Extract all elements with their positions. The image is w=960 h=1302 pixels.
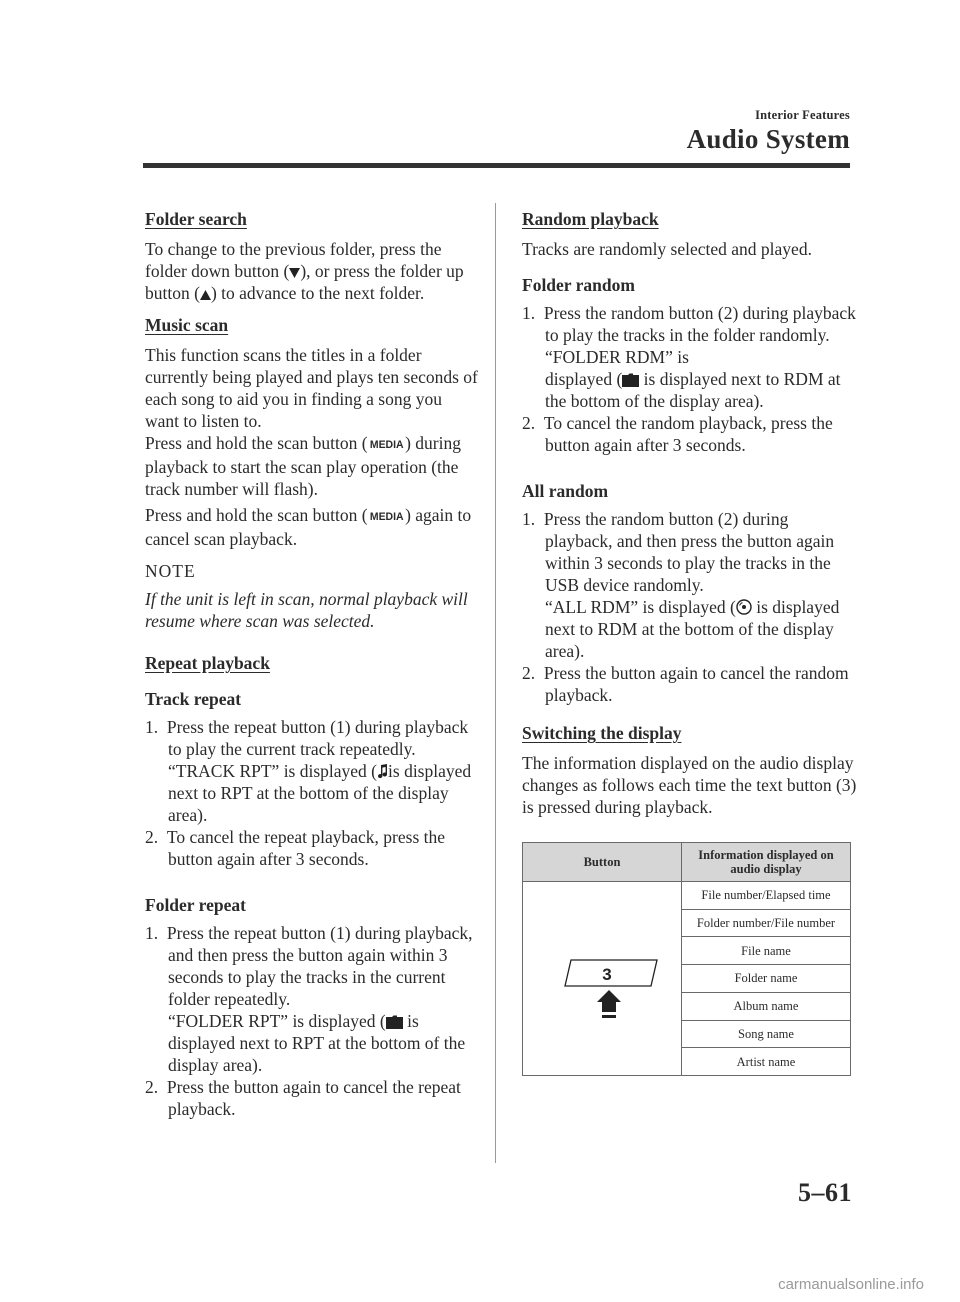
- table-cell: Artist name: [682, 1048, 851, 1076]
- track-repeat-heading: Track repeat: [145, 689, 242, 709]
- triangle-up-icon: [200, 289, 211, 301]
- display-info-table: [522, 842, 851, 1076]
- list-item: 1. Press the repeat button (1) during playback to play the current track repeatedly. “TRACK RPT” is displayed ( is displayed next to RPT at the bottom of the display area).: [145, 717, 472, 825]
- triangle-down-icon: [289, 267, 300, 279]
- table-cell: Folder name: [682, 965, 851, 993]
- list-item: 1. Press the random button (2) during playback, and then press the button again within 3 seconds to play the tracks in the USB device randomly. “ALL RDM” is displayed ( is displayed next to RDM at the bottom of the display area).: [522, 509, 840, 661]
- left-column: [145, 208, 480, 1128]
- all-random-heading: All random: [522, 481, 609, 501]
- switch-display-heading: Switching the display: [522, 723, 682, 743]
- music-note-icon: [377, 764, 388, 779]
- folder-random-heading: Folder random: [522, 275, 635, 295]
- table-cell: File number/Elapsed time: [682, 882, 851, 910]
- repeat-heading: Repeat playback: [145, 653, 270, 673]
- scan-stop-text: Press and hold the scan button ( MEDIA ) again to cancel scan playback.: [145, 505, 472, 549]
- list-item: 1. Press the repeat button (1) during playback, and then press the button again within 3 seconds to play the tracks in the current folder repeatedly. “FOLDER RPT” is displayed ( is displayed next to RPT at the bottom of the display area).: [145, 923, 473, 1075]
- folder-random-steps: [522, 302, 857, 456]
- switch-display-text: The information displayed on the audio display changes as follows each time the text button (3) is pressed during playback.: [522, 753, 857, 817]
- table-header-row: [523, 843, 851, 882]
- table-cell: File name: [682, 937, 851, 965]
- folder-search-heading: Folder search: [145, 209, 247, 229]
- folder-repeat-steps: [145, 922, 480, 1120]
- folder-icon: [622, 373, 639, 387]
- section-label: Interior Features: [755, 108, 850, 122]
- music-scan-heading: Music scan: [145, 315, 229, 335]
- table-cell: Folder number/File number: [682, 909, 851, 937]
- page-title: Audio System: [686, 124, 850, 154]
- table-cell: Album name: [682, 992, 851, 1020]
- media-button-label: MEDIA: [369, 439, 404, 451]
- random-text: Tracks are randomly selected and played.: [522, 239, 812, 259]
- column-divider: [495, 203, 496, 1163]
- disc-icon: [736, 599, 752, 615]
- table-header-info: Information displayed on audio display: [682, 843, 851, 882]
- right-column: [522, 208, 857, 1076]
- folder-repeat-heading: Folder repeat: [145, 895, 246, 915]
- note-label: NOTE: [145, 561, 196, 581]
- music-scan-text: This function scans the titles in a folder currently being played and plays ten seconds of each song to aid you in finding a song you want to listen to.: [145, 345, 478, 431]
- table-cell: Song name: [682, 1020, 851, 1048]
- list-item: 2. To cancel the random playback, press the button again after 3 seconds.: [522, 413, 833, 455]
- list-item: 1. Press the random button (2) during playback to play the tracks in the folder randomly. “FOLDER RDM” is displayed ( is displayed next to RDM at the bottom of the display area).: [522, 303, 856, 411]
- button-number-3: 3: [602, 965, 612, 984]
- text-button-illustration: [523, 882, 682, 1076]
- all-random-steps: [522, 508, 857, 706]
- text-button-drawing: [527, 882, 677, 1072]
- list-item: 2. Press the button again to cancel the repeat playback.: [145, 1077, 461, 1119]
- track-repeat-steps: [145, 716, 480, 870]
- note-text: If the unit is left in scan, normal playback will resume where scan was selected.: [145, 589, 468, 631]
- page-number: 5–61: [798, 1178, 852, 1207]
- folder-search-text: To change to the previous folder, press the folder down button ( ), or press the folder up button ( ) to advance to the next folder.: [145, 239, 464, 303]
- list-item: 2. To cancel the repeat playback, press the button again after 3 seconds.: [145, 827, 446, 869]
- table-row: [523, 882, 851, 910]
- list-item: 2. Press the button again to cancel the random playback.: [522, 663, 849, 705]
- scan-start-text: Press and hold the scan button ( MEDIA ) during playback to start the scan play operation (the track number will flash).: [145, 433, 461, 499]
- media-button-label: MEDIA: [369, 511, 404, 523]
- folder-icon: [386, 1015, 403, 1029]
- header-rule: [143, 163, 850, 168]
- watermark: carmanualsonline.info: [778, 1276, 924, 1293]
- random-heading: Random playback: [522, 209, 659, 229]
- table-header-button: Button: [523, 843, 682, 882]
